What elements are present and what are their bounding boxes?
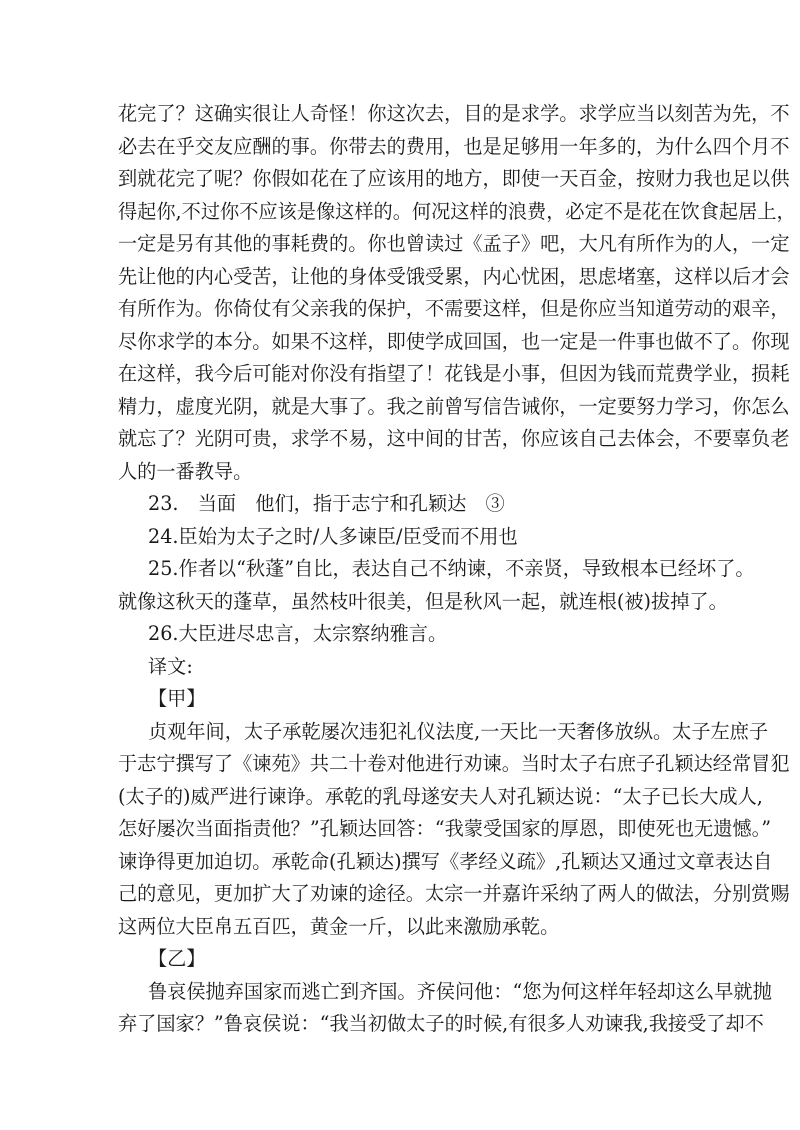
answer-25-line: 就像这秋天的蓬草，虽然枝叶很美，但是秋风一起，就连根(被)拔掉了。 [118,589,728,613]
text-line: 在这样，我今后可能对你没有指望了！花钱是小事，但因为钱而荒费学业，损耗 [118,362,790,385]
text-line: 有所作为。你倚仗有父亲我的保护，不需要这样，但是你应当知道劳动的艰辛， [118,297,790,320]
text-line: 花完了？这确实很让人奇怪！你这次去，目的是求学。求学应当以刻苦为先，不 [118,102,790,125]
text-line: 必去在乎交友应酬的事。你带去的费用，也是足够用一年多的，为什么四个月不 [118,134,790,158]
section-heading-jia: 【甲】 [148,687,206,710]
section-heading-yi: 【乙】 [148,947,206,970]
text-line: 尽你求学的本分。如果不这样，即使学成回国，也一定是一件事也做不了。你现 [118,329,790,353]
text-line: 就忘了？光阴可贵，求学不易，这中间的甘苦，你应该自己去体会，不要辜负老 [118,427,790,450]
text-line: 到就花完了呢？你假如花在了应该用的地方，即使一天百金，按财力我也足以供 [118,167,790,190]
text-line: 鲁哀侯抛弃国家而逃亡到齐国。齐侯问他：“您为何这样年轻却这么早就抛 [148,979,772,1003]
text-line: 一定是另有其他的事耗费的。你也曾读过《孟子》吧，大凡有所作为的人，一定 [118,232,790,255]
text-line: 贞观年间，太子承乾屡次违犯礼仪法度,一天比一天奢侈放纵。太子左庶子 [148,719,769,743]
text-line: (太子的)威严进行谏诤。承乾的乳母遂安夫人对孔颖达说：“太子已长大成人, [118,784,763,808]
text-line: 于志宁撰写了《谏苑》共二十卷对他进行劝谏。当时太子右庶子孔颖达经常冒犯 [118,752,790,775]
text-line: 谏诤得更加迫切。承乾命(孔颖达)撰写《孝经义疏》,孔颖达又通过文章表达自 [118,849,773,873]
text-line: 先让他的内心受苦，让他的身体受饿受累，内心忧困，思虑堵塞，这样以后才会 [118,264,790,288]
translation-label: 译文: [148,654,193,678]
text-line: 己的意见，更加扩大了劝谏的途径。太宗一并嘉许采纳了两人的做法，分别赏赐 [118,882,790,905]
text-line: 怎好屡次当面指责他？”孔颖达回答：“我蒙受国家的厚恩，即使死也无遗憾。” [118,817,772,840]
text-line: 这两位大臣帛五百匹，黄金一斤，以此来激励承乾。 [118,914,560,938]
text-line: 弃了国家？”鲁哀侯说：“我当初做太子的时候,有很多人劝谏我,我接受了却不 [118,1012,764,1035]
answer-24: 24.臣始为太子之时/人多谏臣/臣受而不用也 [148,524,518,548]
text-line: 得起你,不过你不应该是像这样的。何况这样的浪费，必定不是花在饮食起居上， [118,199,796,223]
answer-26: 26.大臣进尽忠言，太宗察纳雅言。 [148,622,448,645]
answer-23: 23. 当面 他们，指于志宁和孔颖达 ③ [148,492,505,515]
text-line: 精力，虚度光阴，就是大事了。我之前曾写信告诫你，一定要努力学习，你怎么 [118,394,790,418]
text-line: 人的一番教导。 [118,459,253,483]
answer-25-line: 25.作者以“秋蓬”自比，表达自己不纳谏，不亲贤，导致根本已经坏了。 [148,557,755,580]
document-body [118,98,796,1041]
